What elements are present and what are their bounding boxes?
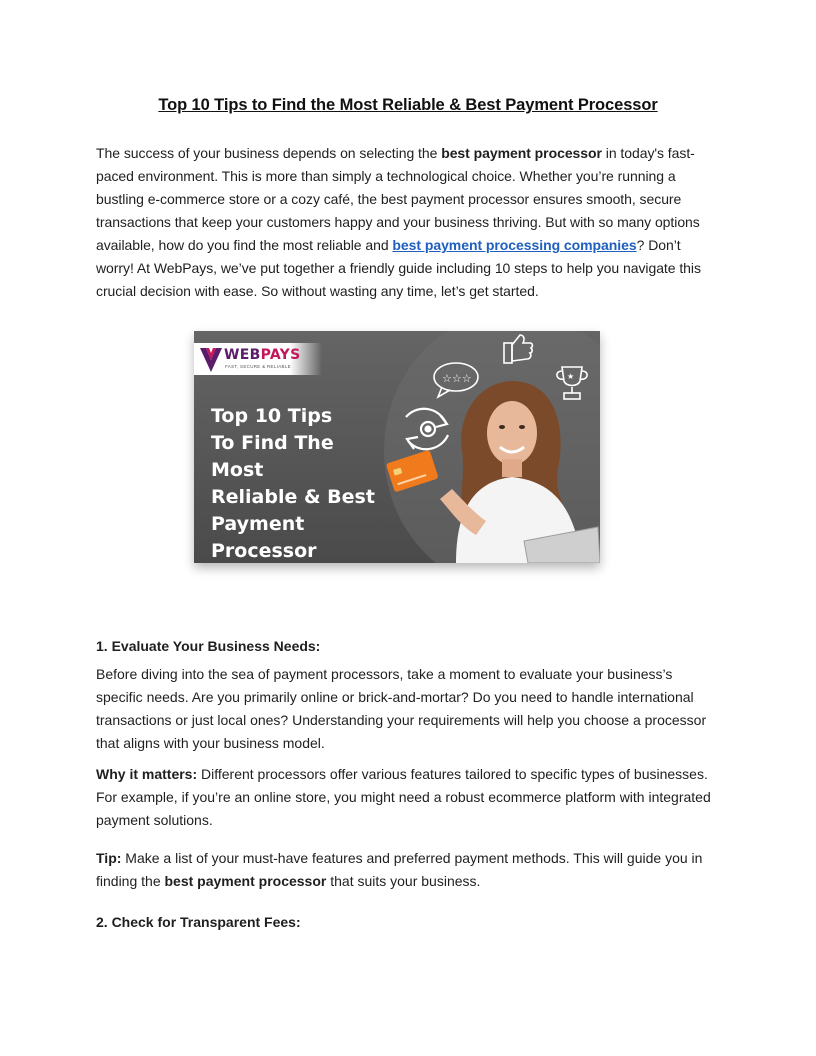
section-evaluate-needs (96, 636, 720, 755)
banner-title-line: Reliable & Best (211, 486, 375, 508)
svg-text:☆☆☆: ☆☆☆ (442, 372, 472, 385)
svg-text:★: ★ (567, 372, 575, 381)
section-1-heading: 1. Evaluate Your Business Needs: (96, 638, 321, 654)
section-1-body: Before diving into the sea of payment processors, take a moment to evaluate your business’s specific needs. Are you primarily online or brick-and-mortar? Do you need to handle international transactions or just local ones? Understanding your requirements will help you choose a processor that aligns with your business model. (96, 666, 707, 751)
tip-text-2: that suits your business. (326, 873, 481, 889)
banner-title (211, 403, 391, 563)
intro-paragraph (96, 142, 720, 303)
logo-pays-text: PAYS (260, 347, 301, 363)
why-it-matters-paragraph (96, 763, 720, 832)
article-banner-image (194, 331, 600, 563)
intro-text-3: ? Don’t worry! At WebPays, we’ve put together a friendly guide including 10 steps to help you navigate this crucial decision with ease. So without wasting any time, let’s get started. (96, 237, 701, 299)
tip-text-1: Make a list of your must-have features and preferred payment methods. This will guide you in finding the (96, 850, 703, 889)
section-2-heading: 2. Check for Transparent Fees: (96, 914, 301, 930)
banner-title-line: To Find The Most (211, 432, 334, 481)
banner-title-line: Payment (211, 513, 305, 535)
why-it-matters-label: Why it matters: (96, 766, 198, 782)
payment-companies-link[interactable]: best payment processing companies (392, 237, 637, 253)
logo-web-text: WEB (224, 347, 261, 363)
logo-tagline: FAST, SECURE & RELIABLE (225, 364, 291, 369)
tip-paragraph (96, 847, 720, 893)
webpays-logo (194, 343, 322, 375)
tip-label: Tip: (96, 850, 122, 866)
document-page (96, 96, 720, 930)
tip-bold-keyword: best payment processor (164, 873, 327, 889)
why-it-matters-text: Different processors offer various features tailored to specific types of businesses. For example, if you’re an online store, you might need a robust ecommerce platform with integrated payment solutions. (96, 766, 711, 828)
section-transparent-fees (96, 912, 720, 932)
intro-text-2: in today's fast-paced environment. This is more than simply a technological choice. Whether you’re running a bustling e-commerce store or a cozy café, the best payment processor ensures smooth, secure transactions that keep your customers happy and your business thriving. But with so many options available, how do you find the most reliable and (96, 145, 700, 253)
intro-text-1: The success of your business depends on selecting the (96, 145, 442, 161)
banner-title-line: Top 10 Tips (211, 405, 333, 427)
banner-title-line: Processor (211, 540, 317, 562)
intro-bold-keyword: best payment processor (441, 145, 602, 161)
page-title: Top 10 Tips to Find the Most Reliable & Best Payment Processor (158, 96, 658, 114)
webpays-v-logo-icon (200, 346, 222, 372)
